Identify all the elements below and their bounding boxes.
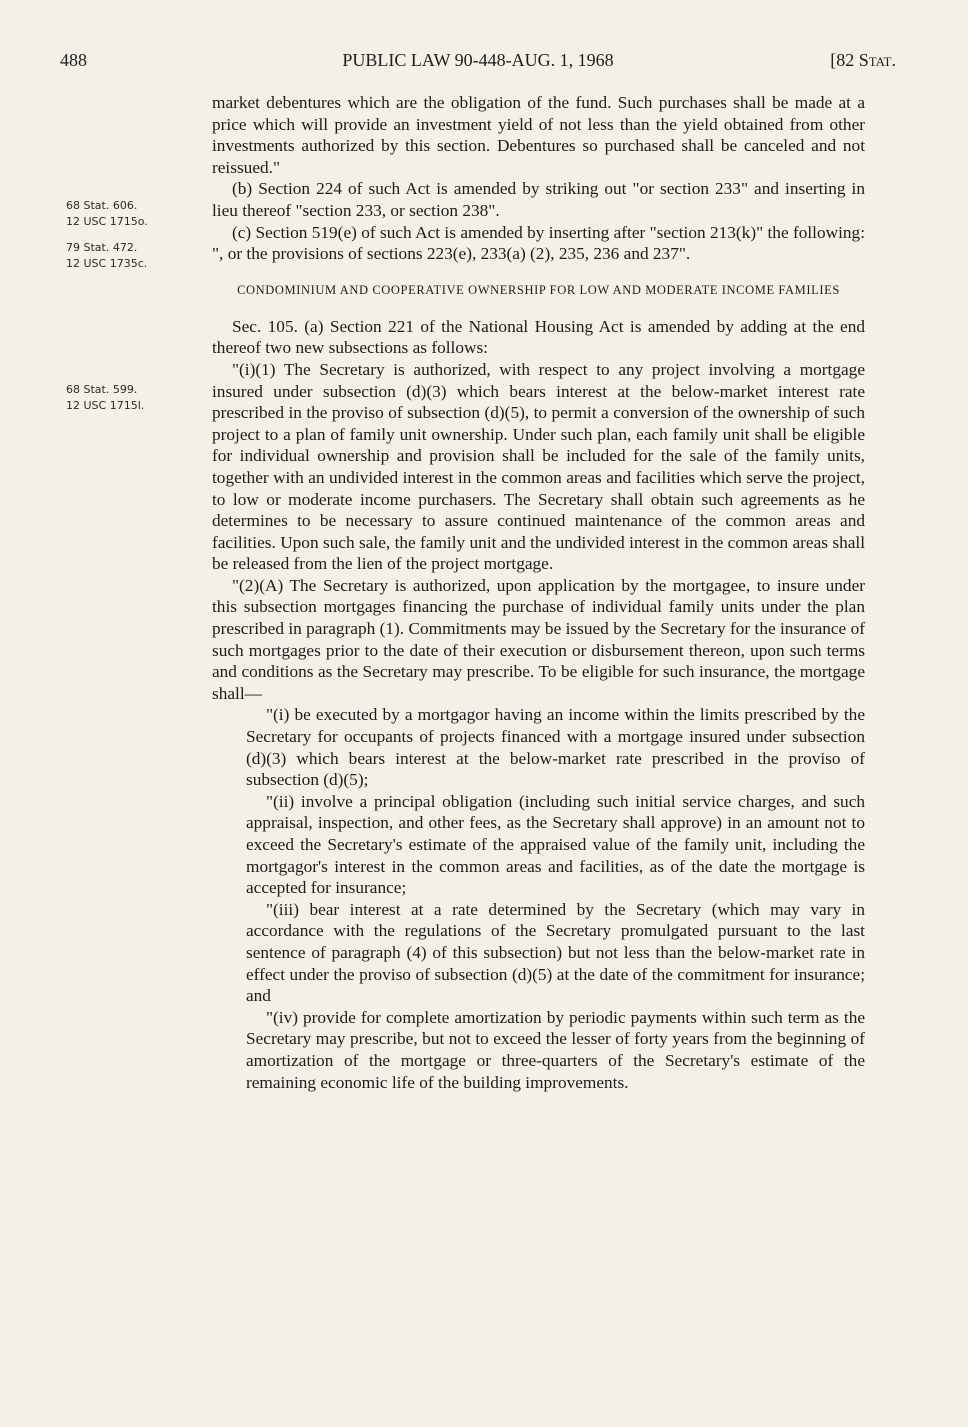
margin-citation-usc: 12 USC 1715o. <box>66 215 148 228</box>
statute-reference: [82 Stat. <box>830 50 896 70</box>
margin-citation-stat: 68 Stat. 599. <box>66 383 138 396</box>
margin-citation-usc: 12 USC 1715l. <box>66 399 145 412</box>
clause-ii: "(ii) involve a principal obligation (including such initial service charges, and such appraisal, inspection, and other fees, as the Secretary shall approve) in an amount not to exceed the Secretary's estimate of the appraised value of the family unit, including the mortgagor's interest in the common areas and facilities, as of the date the mortgage is accepted for insurance; <box>246 791 865 898</box>
document-body <box>212 92 865 1093</box>
clause-i: "(i) be executed by a mortgagor having an income within the limits prescribed by the Secretary for occupants of projects financed with a mortgage insured under subsection (d)(3) which bears interest at the below-market rate prescribed in the proviso of subsection (d)(5); <box>246 705 865 790</box>
page-number: 488 <box>60 50 87 70</box>
margin-citation-3 <box>66 382 196 414</box>
clause-iii: "(iii) bear interest at a rate determined by the Secretary (which may vary in accordance with the regulations of the Secretary promulgated pursuant to the last sentence of paragraph (4) of this subsection) but not less than the below-market rate in effect under the proviso of subsection (d)(5) at the date of the commitment for insurance; and <box>246 899 865 1006</box>
margin-citation-2 <box>66 240 196 272</box>
margin-citation-stat: 79 Stat. 472. <box>66 241 138 254</box>
paragraph-2-a: "(2)(A) The Secretary is authorized, upon application by the mortgagee, to insure under this subsection mortgages financing the purchase of individual family units under the plan prescribed in paragraph (1). Commitments may be issued by the Secretary for the insurance of such mortgages prior to the date of their execution or disbursement thereon, upon such terms and conditions as the Secretary may prescribe. To be eligible for such insurance, the mortgage shall— <box>212 575 865 703</box>
margin-citation-stat: 68 Stat. 606. <box>66 199 138 212</box>
page-header <box>60 50 896 74</box>
paragraph-sec-105: Sec. 105. (a) Section 221 of the National Housing Act is amended by adding at the end thereof two new subsections as follows: <box>212 316 865 358</box>
margin-citation-1 <box>66 198 196 230</box>
page-title: PUBLIC LAW 90-448-AUG. 1, 1968 <box>342 50 614 70</box>
paragraph-subsection-c: (c) Section 519(e) of such Act is amended by inserting after "section 213(k)" the following: ", or the provisions of sections 223(e), 233(a) (2), 235, 236 and 237". <box>212 222 865 264</box>
margin-citation-usc: 12 USC 1735c. <box>66 257 148 270</box>
paragraph-i-1: "(i)(1) The Secretary is authorized, with respect to any project involving a mortgage insured under subsection (d)(3) which bears interest at the below-market interest rate prescribed in the proviso of subsection (d)(5), to permit a conversion of the ownership of such project to a plan of family unit ownership. Under such plan, each family unit shall be eligible for individual ownership and provision shall be included for the sale of the family units, together with an undivided interest in the common areas and facilities which serve the project, to low or moderate income purchasers. The Secretary shall obtain such agreements as he determines to be necessary to assure continued maintenance of the common areas and facilities. Upon such sale, the family unit and the undivided interest in the common areas shall be released from the lien of the project mortgage. <box>212 359 865 574</box>
section-heading: CONDOMINIUM AND COOPERATIVE OWNERSHIP FOR LOW AND MODERATE INCOME FAMILIES <box>237 282 840 297</box>
paragraph-subsection-b: (b) Section 224 of such Act is amended by striking out "or section 233" and inserting in lieu thereof "section 233, or section 238". <box>212 179 865 220</box>
clause-iv: "(iv) provide for complete amortization by periodic payments within such term as the Secretary may prescribe, but not to exceed the lesser of forty years from the beginning of amortization of the mortgage or three-quarters of the Secretary's estimate of the remaining economic life of the building improvements. <box>246 1007 865 1092</box>
paragraph-continuation: market debentures which are the obligation of the fund. Such purchases shall be made at a price which will provide an investment yield of not less than the yield obtained from other investments authorized by this section. Debentures so purchased shall be canceled and not reissued." <box>212 93 865 177</box>
